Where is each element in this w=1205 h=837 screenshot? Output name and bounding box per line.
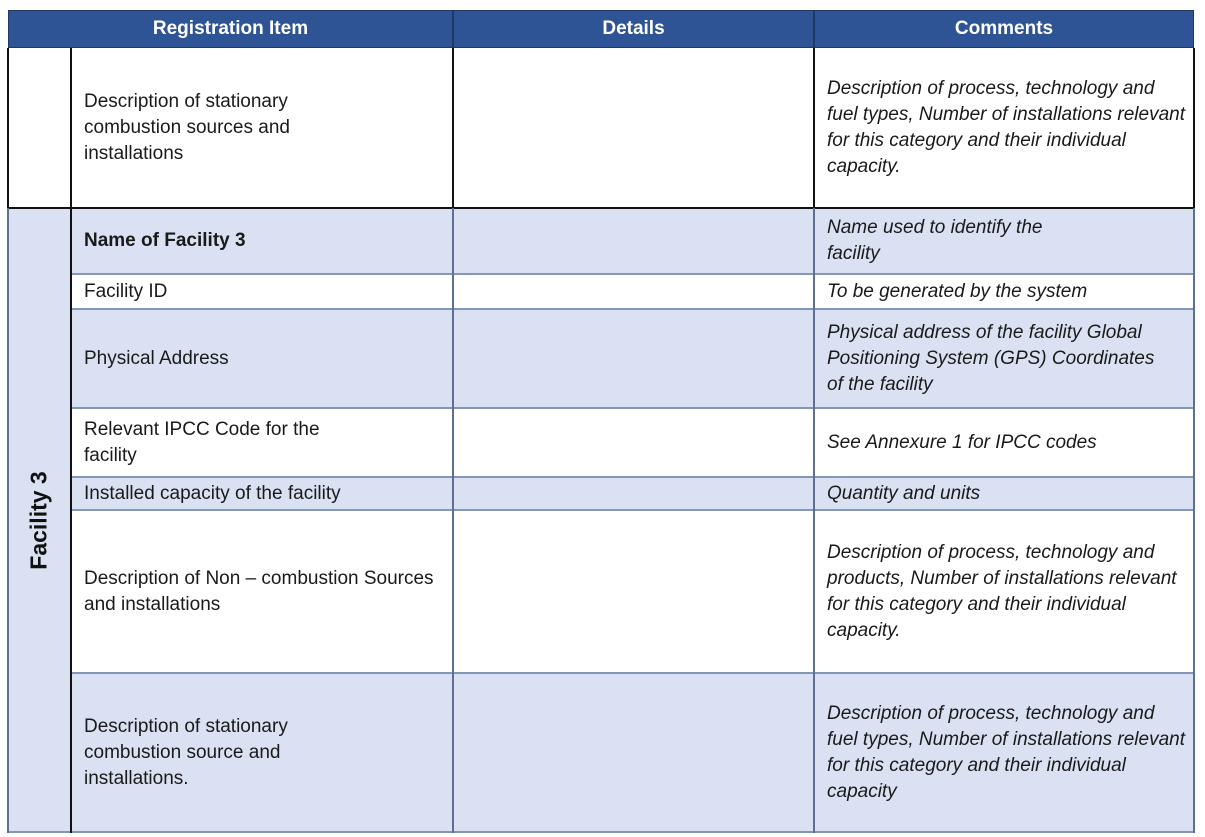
column-divider — [70, 208, 72, 833]
column-divider — [1193, 208, 1195, 833]
row-divider — [70, 476, 1194, 478]
row-divider — [70, 509, 1194, 511]
facility-row-item: Description of stationary combustion source and installations. — [72, 674, 452, 832]
facility-row-details — [454, 478, 813, 510]
column-divider — [7, 48, 9, 208]
row-divider — [70, 407, 1194, 409]
facility-row-comment: Description of process, technology and products, Number of installations relevant for this category and their individual capacity. — [815, 511, 1193, 673]
column-divider — [813, 48, 815, 208]
facility-row-comment: Name used to identify the facility — [815, 208, 1193, 274]
column-divider — [1193, 48, 1195, 208]
facility-row-details — [454, 409, 813, 477]
facility-row-details — [454, 674, 813, 832]
header-comments: Comments — [814, 10, 1194, 48]
prev-section-comment: Description of process, technology and fuel types, Number of installations relevant for this category and their individual capacity. — [815, 48, 1193, 208]
column-divider — [813, 208, 815, 833]
facility-row-item: Installed capacity of the facility — [72, 478, 452, 510]
prev-section-details — [454, 48, 813, 208]
header-details: Details — [453, 10, 814, 48]
row-divider — [70, 672, 1194, 674]
row-divider — [70, 308, 1194, 310]
prev-section-side-cell — [8, 48, 70, 208]
facility-side-label: Facility 3 — [8, 208, 70, 832]
facility-row-item: Facility ID — [72, 275, 452, 309]
facility-row-comment: Description of process, technology and fuel types, Number of installations relevant for this category and their individual capacity — [815, 674, 1193, 832]
column-divider — [7, 208, 9, 833]
facility-row-comment: To be generated by the system — [815, 275, 1193, 309]
facility-row-item: Description of Non – combustion Sources and installations — [72, 511, 452, 673]
facility-row-item: Relevant IPCC Code for the facility — [72, 409, 452, 477]
column-divider — [452, 208, 454, 833]
prev-section-item: Description of stationary combustion sources and installations — [72, 48, 452, 208]
facility-row-comment: Quantity and units — [815, 478, 1193, 510]
table-bottom-border — [8, 831, 1194, 833]
facility-row-comment: See Annexure 1 for IPCC codes — [815, 409, 1193, 477]
facility-row-comment: Physical address of the facility Global Positioning System (GPS) Coordinates of the facility — [815, 310, 1193, 408]
facility-row-details — [454, 208, 813, 274]
row-divider — [8, 207, 1194, 209]
facility-row-item: Physical Address — [72, 310, 452, 408]
facility-row-details — [454, 511, 813, 673]
row-divider — [70, 273, 1194, 275]
column-divider — [70, 48, 72, 208]
facility-row-details — [454, 275, 813, 309]
column-divider — [452, 48, 454, 208]
facility-row-details — [454, 310, 813, 408]
header-registration-item: Registration Item — [8, 10, 453, 48]
facility-row-item: Name of Facility 3 — [72, 208, 452, 274]
